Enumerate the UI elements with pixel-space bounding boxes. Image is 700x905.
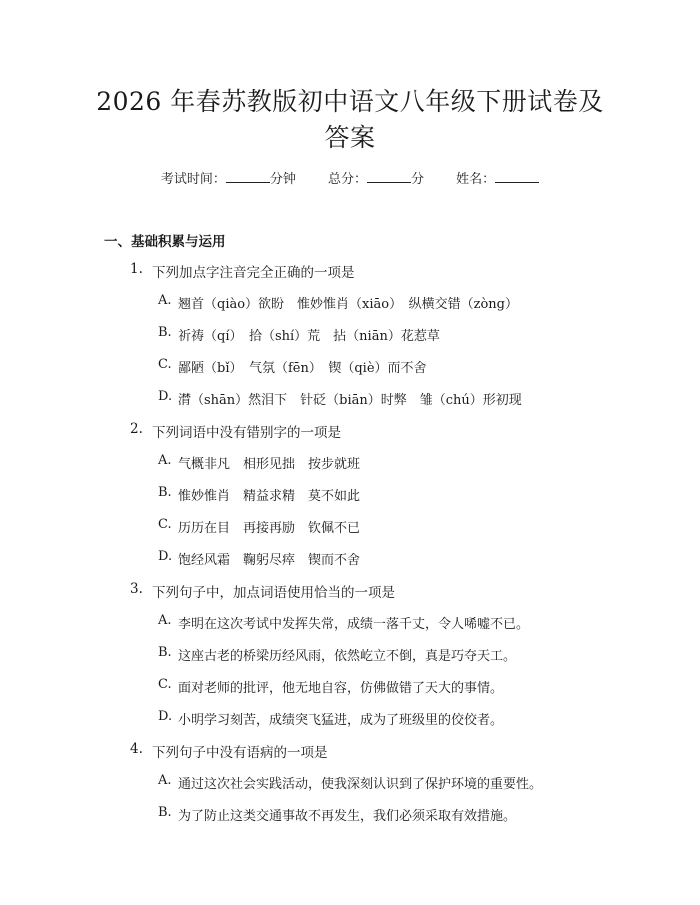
question-text: 下列词语中没有错别字的一项是 <box>152 425 341 441</box>
option-text: 李明在这次考试中发挥失常，成绩一落千丈，令人唏嘘不已。 <box>178 617 530 632</box>
option-letter: A. <box>158 453 172 468</box>
total-score-unit: 分 <box>411 172 425 187</box>
option-letter: C. <box>158 677 172 692</box>
option-letter: B. <box>158 645 172 660</box>
question-number: 1. <box>130 261 143 277</box>
option-text: 翘首（qiào）欲盼 惟妙惟肖（xiāo） 纵横交错（zòng） <box>178 297 518 312</box>
exam-title-line-1: 2026 年春苏教版初中语文八年级下册试卷及 <box>96 87 604 116</box>
option-text: 通过这次社会实践活动，使我深刻认识到了保护环境的重要性。 <box>178 777 543 792</box>
total-score-label: 总分： <box>327 172 367 187</box>
option-text: 面对老师的批评，他无地自容，仿佛做错了天大的事情。 <box>178 681 504 696</box>
student-name-field <box>456 169 539 189</box>
option-text: 祈祷（qí） 拾（shí）荒 拈（niān）花惹草 <box>178 329 440 344</box>
option-text: 鄙陋（bǐ） 气氛（fēn） 锲（qiè）而不舍 <box>178 361 427 376</box>
option-text: 小明学习刻苦，成绩突飞猛进，成为了班级里的佼佼者。 <box>178 713 504 728</box>
option-letter: B. <box>158 325 172 340</box>
option-letter: A. <box>158 293 172 308</box>
option-letter: A. <box>158 773 172 788</box>
option-letter: C. <box>158 517 172 532</box>
option-letter: A. <box>158 613 172 628</box>
option-text: 潸（shān）然泪下 针砭（biān）时弊 雏（chú）形初现 <box>178 393 522 408</box>
total-score-blank[interactable] <box>367 169 411 183</box>
exam-title-line-2: 答案 <box>324 123 376 152</box>
question-text: 下列加点字注音完全正确的一项是 <box>152 265 355 281</box>
question-text: 下列句子中没有语病的一项是 <box>152 745 328 761</box>
exam-time-blank[interactable] <box>226 169 270 183</box>
total-score-field <box>328 169 424 189</box>
exam-time-label: 考试时间： <box>160 172 226 187</box>
option-text: 气概非凡 相形见拙 按步就班 <box>178 457 361 472</box>
exam-title <box>0 84 700 156</box>
option-text: 惟妙惟肖 精益求精 莫不如此 <box>178 489 361 504</box>
option-text: 为了防止这类交通事故不再发生，我们必须采取有效措施。 <box>178 809 517 824</box>
option-letter: D. <box>158 389 173 404</box>
option-letter: D. <box>158 549 173 564</box>
question-number: 4. <box>130 741 143 757</box>
option-text: 历历在目 再接再励 钦佩不已 <box>178 521 361 536</box>
option-text: 这座古老的桥梁历经风雨，依然屹立不倒，真是巧夺天工。 <box>178 649 517 664</box>
exam-time-unit: 分钟 <box>269 172 296 187</box>
option-letter: C. <box>158 357 172 372</box>
question-number: 2. <box>130 421 143 437</box>
option-letter: B. <box>158 485 172 500</box>
question-number: 3. <box>130 581 143 597</box>
exam-info-line <box>0 169 700 189</box>
option-letter: B. <box>158 805 172 820</box>
question-text: 下列句子中，加点词语使用恰当的一项是 <box>152 585 395 601</box>
student-name-label: 姓名： <box>456 172 496 187</box>
student-name-blank[interactable] <box>495 169 539 183</box>
exam-time-field <box>161 169 296 189</box>
section-heading: 一、基础积累与运用 <box>104 234 226 250</box>
option-letter: D. <box>158 709 173 724</box>
option-text: 饱经风霜 鞠躬尽瘁 锲而不舍 <box>178 553 361 568</box>
